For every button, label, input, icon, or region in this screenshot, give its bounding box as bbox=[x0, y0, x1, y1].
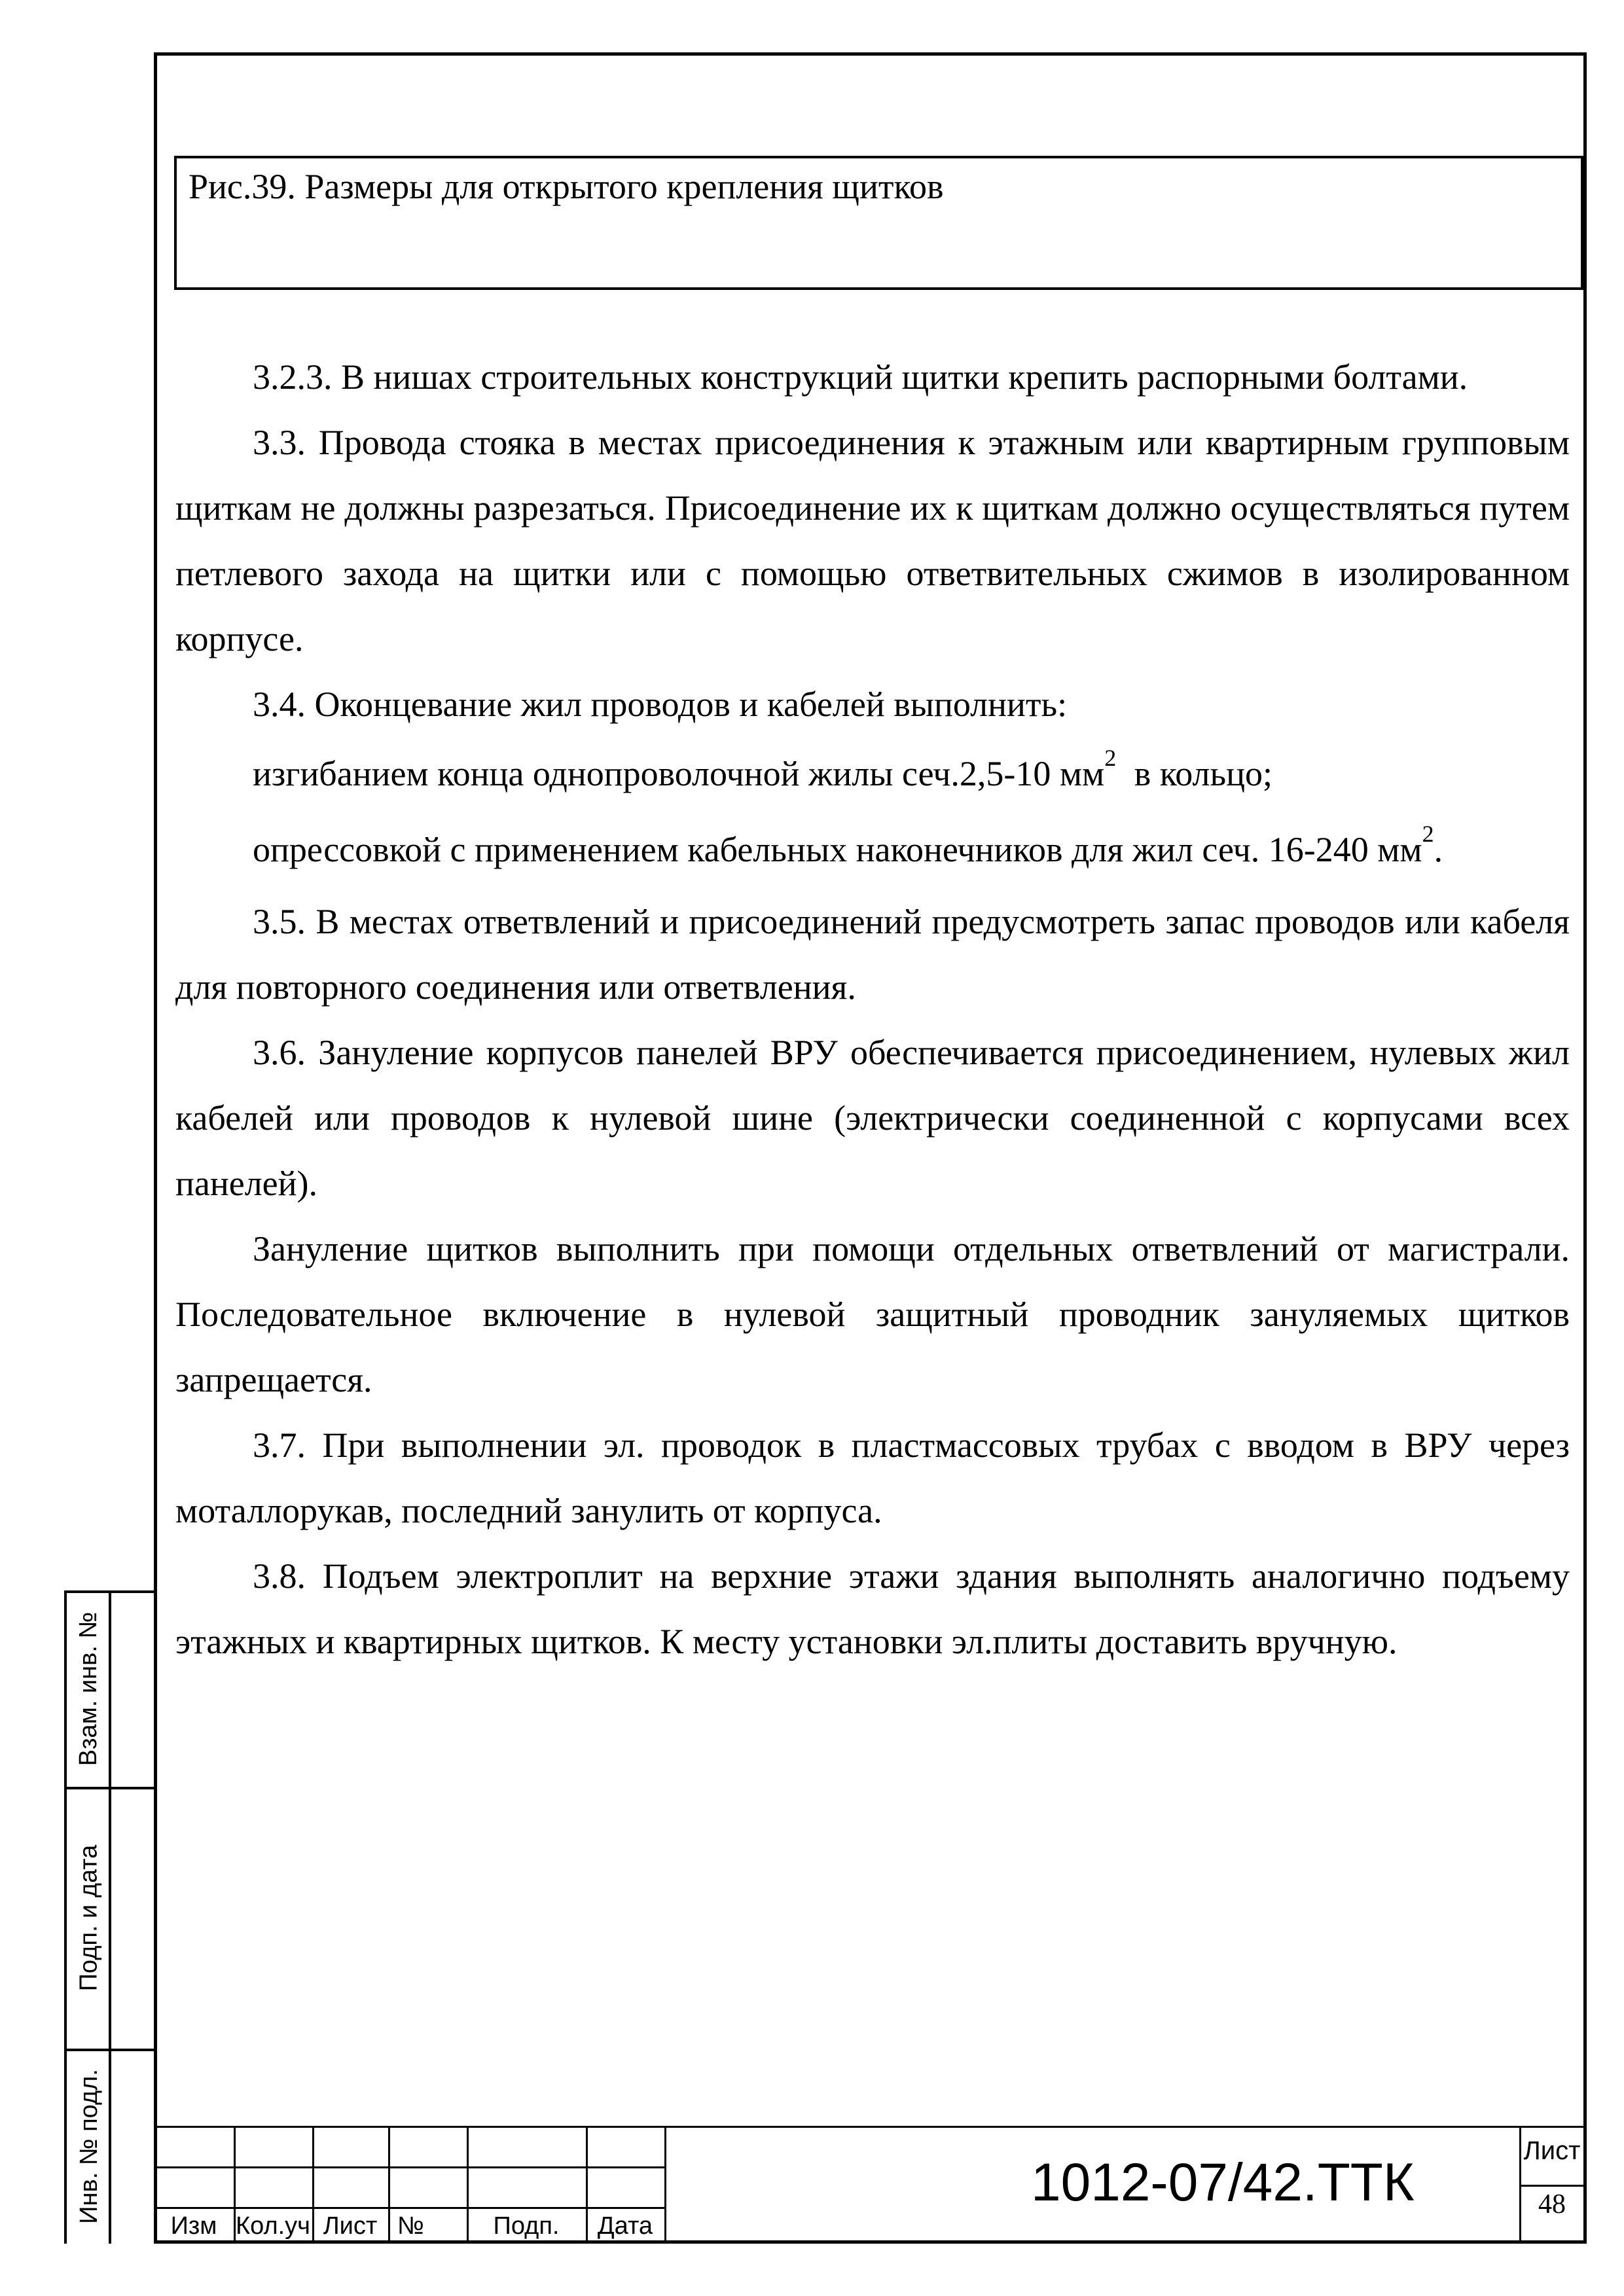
stamp-header-count: Кол.уч bbox=[236, 2212, 310, 2240]
stamp-header-change: Изм bbox=[170, 2212, 217, 2240]
document-number: 1012-07/42.ТТК bbox=[1031, 2153, 1415, 2212]
figure-caption-box bbox=[174, 156, 1583, 290]
paragraph-crimping bbox=[175, 810, 1570, 889]
sheet-label: Лист bbox=[1523, 2136, 1581, 2165]
side-stamp-left-border bbox=[64, 1590, 67, 2244]
body-text bbox=[175, 344, 1570, 1674]
paragraph-3-3: 3.3. Провода стояка в местах присоединения к этажным или квартирным групповым щиткам не должны разрезаться. Присоединение их к щиткам должно осуществляться путем петлевого захода на щитки или с помощью ответвительных сжимов в изолированном корпусе. bbox=[175, 423, 1570, 658]
sheet-number: 48 bbox=[1538, 2189, 1566, 2219]
side-label-signature-date: Подп. и дата bbox=[75, 1844, 103, 1991]
stamp-header-doc-no: № bbox=[397, 2212, 424, 2240]
side-label-original-inv: Инв. № подл. bbox=[75, 2068, 103, 2224]
paragraph-3-8: 3.8. Подъем электроплит на верхние этажи здания выполнять аналогично подъему этажных и квартирных щитков. К месту установки эл.плиты доставить вручную. bbox=[175, 1556, 1570, 1661]
paragraph-3-5: 3.5. В местах ответвлений и присоединений предусмотреть запас проводов или кабеля для повторного соединения или ответвления. bbox=[175, 902, 1570, 1007]
stamp-header-date: Дата bbox=[597, 2212, 653, 2240]
stamp-row-line bbox=[154, 2166, 664, 2168]
paragraph-3-4: 3.4. Оконцевание жил проводов и кабелей выполнить: bbox=[253, 685, 1068, 724]
bending-text: изгибанием конца однопроволочной жилы сеч.2,5-10 мм bbox=[253, 754, 1105, 793]
stamp-top-line bbox=[154, 2126, 1587, 2128]
side-stamp-divider bbox=[109, 1590, 111, 2244]
paragraph-grounding: Зануление щитков выполнить при помощи отдельных ответвлений от магистрали. Последовательное включение в нулевой защитный проводник зануляемых щитков запрещается. bbox=[175, 1229, 1570, 1399]
stamp-row-line bbox=[154, 2207, 664, 2209]
side-label-replacement-inv: Взам. инв. № bbox=[75, 1611, 103, 1766]
crimping-text: опрессовкой с применением кабельных наконечников для жил сеч. 16-240 мм bbox=[253, 830, 1422, 869]
stamp-header-signature: Подп. bbox=[493, 2212, 560, 2240]
stamp-header-sheet: Лист bbox=[323, 2212, 378, 2240]
paragraph-3-7: 3.7. При выполнении эл. проводок в пластмассовых трубах с вводом в ВРУ через моталлорукав, последний занулить от корпуса. bbox=[175, 1426, 1570, 1530]
title-block bbox=[154, 2126, 1587, 2244]
paragraph-3-2-3: 3.2.3. В нишах строительных конструкций щитки крепить распорными болтами. bbox=[253, 357, 1468, 397]
bending-tail: в кольцо; bbox=[1125, 754, 1272, 793]
stamp-sheet-line bbox=[1519, 2185, 1587, 2187]
crimping-tail: . bbox=[1434, 830, 1443, 869]
crimping-sup: 2 bbox=[1422, 821, 1434, 847]
bending-sup: 2 bbox=[1104, 745, 1117, 771]
paragraph-3-6: 3.6. Зануление корпусов панелей ВРУ обеспечивается присоединением, нулевых жил кабелей или проводов к нулевой шине (электрически соединенной с корпусами всех панелей). bbox=[175, 1033, 1570, 1203]
figure-caption: Рис.39. Размеры для открытого крепления щитков bbox=[189, 167, 944, 206]
paragraph-bending bbox=[175, 737, 1570, 810]
side-stamp bbox=[64, 1590, 154, 2244]
